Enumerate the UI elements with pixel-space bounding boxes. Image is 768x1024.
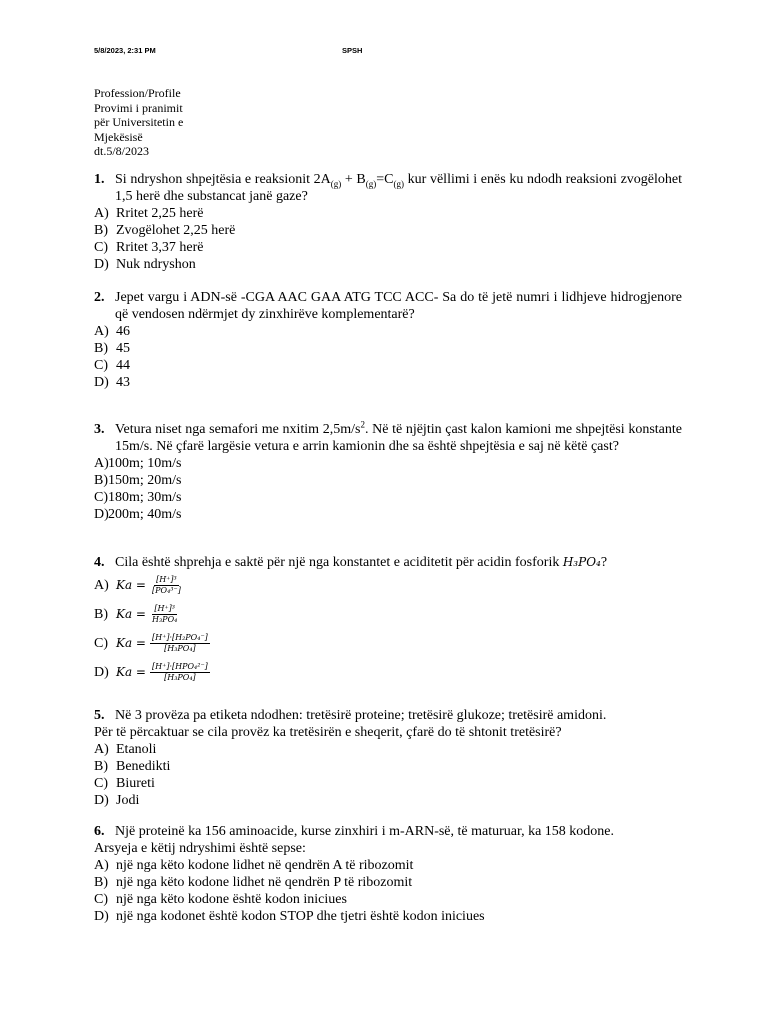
answer-option-b[interactable]: B) Benedikti xyxy=(94,759,171,774)
answer-option-b[interactable]: B) 150m; 20m/s xyxy=(94,473,182,488)
ka-fraction: $\frac{\text{[H⁺]³}}{\text{H₃PO₄}}$ xyxy=(152,604,178,624)
print-datetime: 5/8/2023, 2:31 PM xyxy=(94,46,156,55)
question-number: 6. xyxy=(94,824,105,839)
question-number: 4. xyxy=(94,555,105,570)
answer-option-d[interactable]: D) Nuk ndryshon xyxy=(94,257,196,272)
answer-option-d[interactable]: D) 200m; 40m/s xyxy=(94,507,182,522)
answer-option-a[interactable]: A) Rritet 2,25 herë xyxy=(94,206,204,221)
answer-option-a[interactable]: A) një nga këto kodone lidhet në qendrën A të ribozomit xyxy=(94,858,414,873)
answer-option-a[interactable]: A) 46 xyxy=(94,324,130,339)
answer-option-d[interactable]: D) një nga kodonet është kodon STOP dhe tjetri është kodon iniciues xyxy=(94,909,485,924)
question-text: Si ndryshon shpejtësia e reaksionit $2A_{(g)} + B_{(g)}=C_{(g)}$ kur vëllimi i enës ku ndodh reaksioni zvogëlohet 1,5 herë dhe substancat janë gaze? xyxy=(115,172,683,204)
answer-option-b[interactable]: B) 45 xyxy=(94,341,130,356)
ka-fraction: $\frac{\text{[H⁺]·[H₂PO₄⁻]}}{\text{[H₃PO₄]}}$ xyxy=(152,633,208,653)
answer-option-b[interactable]: B) Ka = $\frac{\text{[H⁺]³}}{\text{H₃PO₄}}$ xyxy=(94,604,178,624)
question-number: 3. xyxy=(94,422,105,437)
answer-option-c[interactable]: C) Rritet 3,37 herë xyxy=(94,240,204,255)
print-site-title: SPSH xyxy=(342,46,363,55)
answer-option-b[interactable]: B) një nga këto kodone lidhet në qendrën P të ribozomit xyxy=(94,875,413,890)
question-number: 1. xyxy=(94,172,105,187)
question-1 xyxy=(94,171,682,273)
answer-option-d[interactable]: D) Ka = $\frac{\text{[H⁺]·[HPO₄²⁻]}}{\text{[H₃PO₄]}}$ xyxy=(94,662,208,682)
question-5 xyxy=(94,707,682,809)
profile-line: Mjekësisë xyxy=(94,129,143,144)
question-text: Vetura niset nga semafori me nxitim $2,5m/s^2$. Në të njëjtin çast kalon kamioni me shpejtësi konstante 15m/s. Në çfarë largësie vetura e arrin kamionin dhe sa është shpejtësia e saj në këtë çast? xyxy=(115,419,682,454)
phosphoric-acid-formula: H₃PO₄ xyxy=(562,555,601,569)
question-number: 2. xyxy=(94,290,105,305)
question-3 xyxy=(94,421,682,523)
answer-option-a[interactable]: A) Etanoli xyxy=(94,742,157,757)
question-text-continued: Për të përcaktuar se cila provëz ka tretësirën e sheqerit, çfarë do të shtonit tretësirë? xyxy=(94,725,562,740)
question-text: Një proteinë ka 156 aminoacide, kurse zinxhiri i m-ARN-së, të maturuar, ka 158 kodone. xyxy=(115,824,615,839)
answer-option-c[interactable]: C) një nga këto kodone është kodon iniciues xyxy=(94,892,347,907)
answer-option-b[interactable]: B) Zvogëlohet 2,25 herë xyxy=(94,223,236,238)
ka-fraction: $\frac{\text{[H⁺]·[HPO₄²⁻]}}{\text{[H₃PO₄]}}$ xyxy=(152,662,208,682)
answer-option-a[interactable]: A) 100m; 10m/s xyxy=(94,456,182,471)
answer-option-c[interactable]: C) 44 xyxy=(94,358,130,373)
profile-line: dt.5/8/2023 xyxy=(94,144,150,159)
ka-fraction: $\frac{\text{[H⁺]³}}{\text{[PO₄³⁻]}}$ xyxy=(152,575,181,595)
question-6 xyxy=(94,823,682,925)
answer-option-c[interactable]: C) 180m; 30m/s xyxy=(94,490,182,505)
answer-option-c[interactable]: C) Ka = $\frac{\text{[H⁺]·[H₂PO₄⁻]}}{\text{[H₃PO₄]}}$ xyxy=(94,633,208,653)
question-number: 5. xyxy=(94,708,105,723)
profile-line: Profession/Profile xyxy=(94,86,181,100)
question-2 xyxy=(94,289,682,391)
exam-profile-block xyxy=(94,86,183,159)
question-text: Cila është shprehja e saktë për një nga konstantet e aciditetit për acidin fosforik H₃PO₄? xyxy=(115,555,608,570)
profile-line: për Universitetin e xyxy=(94,115,184,130)
question-text: Jepet vargu i ADN-së -CGA AAC GAA ATG TCC ACC- Sa do të jetë numri i lidhjeve hidrogjenore që vendosen ndërmjet dy zinxhirëve komplementarë? xyxy=(115,290,682,322)
question-text-continued: Arsyeja e këtij ndryshimi është sepse: xyxy=(94,841,306,856)
answer-option-d[interactable]: D) Jodi xyxy=(94,793,140,808)
profile-line: Provimi i pranimit xyxy=(94,100,183,115)
question-4 xyxy=(94,554,682,687)
answer-option-d[interactable]: D) 43 xyxy=(94,375,130,390)
question-text: Në 3 provëza pa etiketa ndodhen: tretësirë proteine; tretësirë glukoze; tretësirë amidoni. xyxy=(115,708,607,723)
answer-option-a[interactable]: A) Ka = $\frac{\text{[H⁺]³}}{\text{[PO₄³⁻]}}$ xyxy=(94,575,181,595)
answer-option-c[interactable]: C) Biureti xyxy=(94,776,155,791)
